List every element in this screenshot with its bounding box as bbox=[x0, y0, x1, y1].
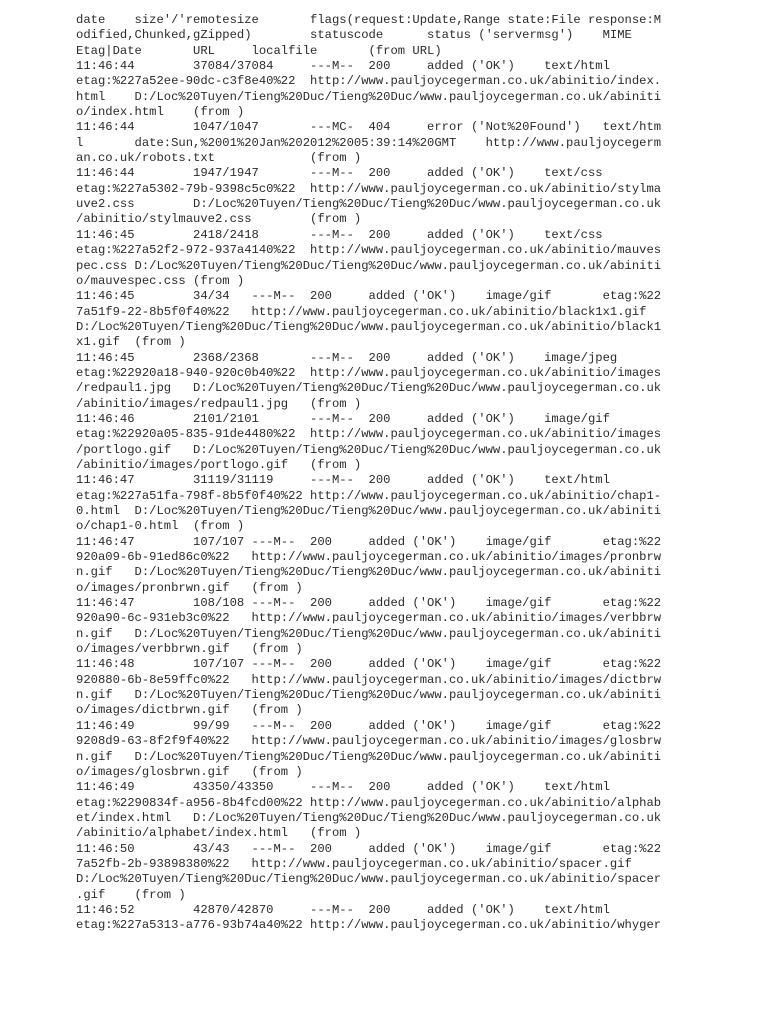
log-line: o/chap1-0.html (from ) bbox=[76, 519, 245, 534]
log-line: n.gif D:/Loc%20Tuyen/Tieng%20Duc/Tieng%20Duc/www.pauljoycegerman.co.uk/abiniti bbox=[76, 626, 662, 641]
log-line: 11:46:44 1947/1947 ---M-- 200 added ('OK') text/css bbox=[76, 166, 603, 181]
log-line: 11:46:45 2418/2418 ---M-- 200 added ('OK') text/css bbox=[76, 227, 603, 242]
log-line: etag:%227a5302-79b-9398c5c0%22 http://www.pauljoycegerman.co.uk/abinitio/stylma bbox=[76, 181, 662, 196]
log-line: /redpaul1.jpg D:/Loc%20Tuyen/Tieng%20Duc/Tieng%20Duc/www.pauljoycegerman.co.uk bbox=[76, 381, 662, 396]
log-line: o/images/pronbrwn.gif (from ) bbox=[76, 580, 303, 595]
log-line: 11:46:44 1047/1047 ---MC- 404 error ('Not%20Found') text/htm bbox=[76, 120, 662, 135]
log-line: html D:/Loc%20Tuyen/Tieng%20Duc/Tieng%20Duc/www.pauljoycegerman.co.uk/abiniti bbox=[76, 89, 662, 104]
log-line: 11:46:49 43350/43350 ---M-- 200 added ('OK') text/html bbox=[76, 780, 610, 795]
log-line: o/images/glosbrwn.gif (from ) bbox=[76, 764, 303, 779]
log-line: o/images/verbbrwn.gif (from ) bbox=[76, 642, 303, 657]
log-line: o/mauvespec.css (from ) bbox=[76, 273, 245, 288]
log-line: 11:46:49 99/99 ---M-- 200 added ('OK') image/gif etag:%22 bbox=[76, 718, 662, 733]
log-line: n.gif D:/Loc%20Tuyen/Tieng%20Duc/Tieng%20Duc/www.pauljoycegerman.co.uk/abiniti bbox=[76, 688, 662, 703]
log-line: /abinitio/images/redpaul1.jpg (from ) bbox=[76, 396, 362, 411]
log-line: 11:46:46 2101/2101 ---M-- 200 added ('OK') image/gif bbox=[76, 411, 610, 426]
log-line: 11:46:45 34/34 ---M-- 200 added ('OK') image/gif etag:%22 bbox=[76, 289, 662, 304]
log-line: 11:46:52 42870/42870 ---M-- 200 added ('OK') text/html bbox=[76, 902, 610, 917]
log-line: D:/Loc%20Tuyen/Tieng%20Duc/Tieng%20Duc/www.pauljoycegerman.co.uk/abinitio/spacer bbox=[76, 872, 662, 887]
log-line: 11:46:47 108/108 ---M-- 200 added ('OK') image/gif etag:%22 bbox=[76, 596, 662, 611]
log-line: 11:46:47 107/107 ---M-- 200 added ('OK') image/gif etag:%22 bbox=[76, 534, 662, 549]
log-line: /portlogo.gif D:/Loc%20Tuyen/Tieng%20Duc/Tieng%20Duc/www.pauljoycegerman.co.uk bbox=[76, 442, 662, 457]
log-line: /abinitio/stylmauve2.css (from ) bbox=[76, 212, 362, 227]
log-line: o/index.html (from ) bbox=[76, 105, 245, 120]
log-line: etag:%22920a18-940-920c0b40%22 http://www.pauljoycegerman.co.uk/abinitio/images bbox=[76, 365, 662, 380]
log-line: 11:46:48 107/107 ---M-- 200 added ('OK') image/gif etag:%22 bbox=[76, 657, 662, 672]
log-line: etag:%227a52ee-90dc-c3f8e40%22 http://www.pauljoycegerman.co.uk/abinitio/index. bbox=[76, 74, 662, 89]
log-line: /abinitio/alphabet/index.html (from ) bbox=[76, 826, 362, 841]
log-line: etag:%227a51fa-798f-8b5f0f40%22 http://www.pauljoycegerman.co.uk/abinitio/chap1- bbox=[76, 488, 662, 503]
log-line: et/index.html D:/Loc%20Tuyen/Tieng%20Duc/Tieng%20Duc/www.pauljoycegerman.co.uk bbox=[76, 810, 662, 825]
log-line: o/images/dictbrwn.gif (from ) bbox=[76, 703, 303, 718]
log-line: 920880-6b-8e59ffc0%22 http://www.pauljoycegerman.co.uk/abinitio/images/dictbrw bbox=[76, 672, 662, 687]
log-line: etag:%227a52f2-972-937a4140%22 http://www.pauljoycegerman.co.uk/abinitio/mauves bbox=[76, 243, 662, 258]
log-line: 11:46:50 43/43 ---M-- 200 added ('OK') image/gif etag:%22 bbox=[76, 841, 662, 856]
log-line: 11:46:45 2368/2368 ---M-- 200 added ('OK') image/jpeg bbox=[76, 350, 618, 365]
log-line: odified,Chunked,gZipped) statuscode status ('servermsg') MIME bbox=[76, 28, 632, 43]
log-line: 7a52fb-2b-93898380%22 http://www.pauljoycegerman.co.uk/abinitio/spacer.gif bbox=[76, 856, 632, 871]
log-line: 11:46:47 31119/31119 ---M-- 200 added ('OK') text/html bbox=[76, 473, 610, 488]
log-line: 0.html D:/Loc%20Tuyen/Tieng%20Duc/Tieng%20Duc/www.pauljoycegerman.co.uk/abiniti bbox=[76, 504, 662, 518]
log-line: etag:%2290834f-a956-8b4fcd00%22 http://www.pauljoycegerman.co.uk/abinitio/alphab bbox=[76, 795, 662, 810]
log-text-block bbox=[76, 13, 676, 934]
log-line: D:/Loc%20Tuyen/Tieng%20Duc/Tieng%20Duc/www.pauljoycegerman.co.uk/abinitio/black1 bbox=[76, 319, 662, 334]
log-line: n.gif D:/Loc%20Tuyen/Tieng%20Duc/Tieng%20Duc/www.pauljoycegerman.co.uk/abiniti bbox=[76, 749, 662, 764]
log-line: 920a90-6c-931eb3c0%22 http://www.pauljoycegerman.co.uk/abinitio/images/verbbrw bbox=[76, 611, 662, 626]
log-line: 7a51f9-22-8b5f0f40%22 http://www.pauljoycegerman.co.uk/abinitio/black1x1.gif bbox=[76, 304, 647, 319]
log-line: uve2.css D:/Loc%20Tuyen/Tieng%20Duc/Tieng%20Duc/www.pauljoycegerman.co.uk bbox=[76, 197, 662, 212]
log-line: .gif (from ) bbox=[76, 887, 186, 902]
log-line: pec.css D:/Loc%20Tuyen/Tieng%20Duc/Tieng%20Duc/www.pauljoycegerman.co.uk/abiniti bbox=[76, 258, 662, 273]
log-line: x1.gif (from ) bbox=[76, 335, 186, 350]
log-line: an.co.uk/robots.txt (from ) bbox=[76, 151, 362, 166]
log-line: l date:Sun,%2001%20Jan%202012%2005:39:14%20GMT http://www.pauljoycegerm bbox=[76, 135, 662, 150]
log-line: Etag|Date URL localfile (from URL) bbox=[76, 43, 442, 58]
log-line: etag:%227a5313-a776-93b74a40%22 http://www.pauljoycegerman.co.uk/abinitio/whyger bbox=[76, 918, 662, 933]
log-line: etag:%22920a05-835-91de4480%22 http://www.pauljoycegerman.co.uk/abinitio/images bbox=[76, 427, 662, 442]
log-line: /abinitio/images/portlogo.gif (from ) bbox=[76, 457, 362, 472]
log-line: 9208d9-63-8f2f9f40%22 http://www.pauljoycegerman.co.uk/abinitio/images/glosbrw bbox=[76, 734, 662, 749]
log-line: 920a09-6b-91ed86c0%22 http://www.pauljoycegerman.co.uk/abinitio/images/pronbrw bbox=[76, 550, 662, 565]
log-line: 11:46:44 37084/37084 ---M-- 200 added ('OK') text/html bbox=[76, 59, 610, 74]
log-line: date size'/'remotesize flags(request:Update,Range state:File response:M bbox=[76, 13, 662, 27]
log-line: n.gif D:/Loc%20Tuyen/Tieng%20Duc/Tieng%20Duc/www.pauljoycegerman.co.uk/abiniti bbox=[76, 565, 662, 580]
